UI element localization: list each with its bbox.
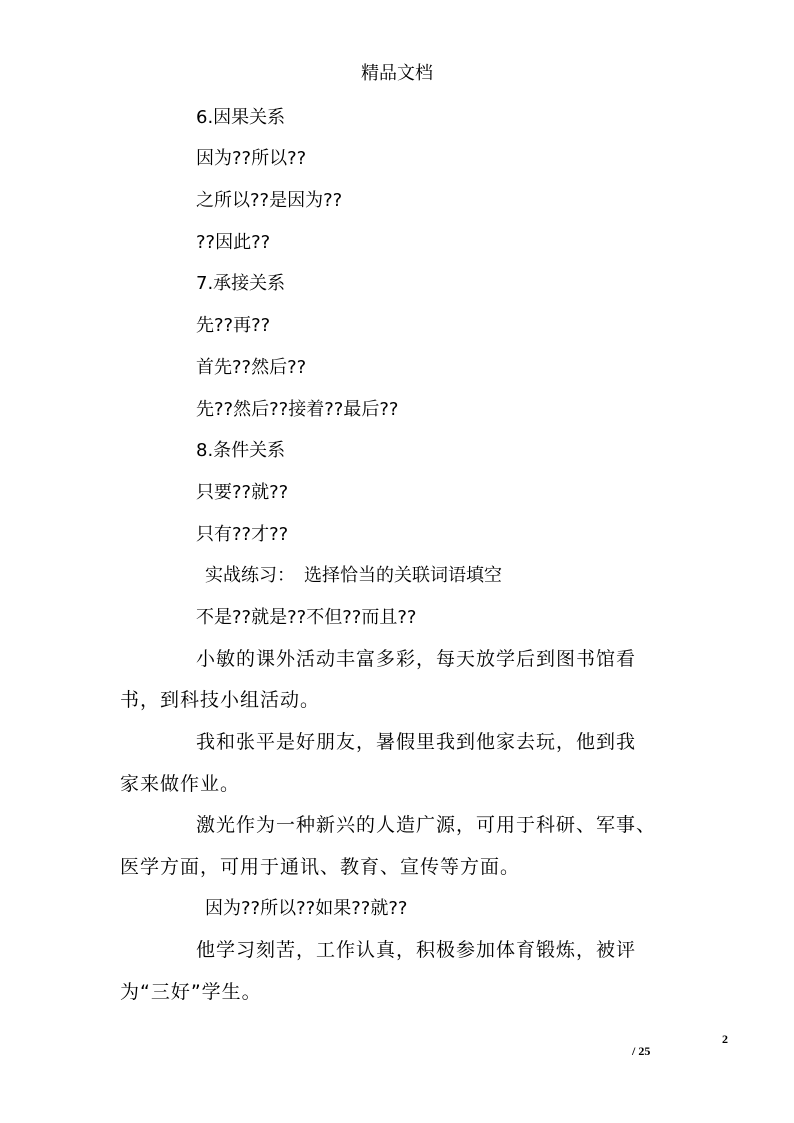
list-item: ??因此?? bbox=[196, 232, 271, 253]
exercise-sentence-1: 小敏的课外活动丰富多彩，每天放学后到图书馆看 bbox=[196, 648, 637, 670]
exercise-sentence-4-cont: 为“三好”学生。 bbox=[120, 981, 262, 1003]
section-heading-sequential: 7.承接关系 bbox=[196, 273, 286, 294]
section-heading-causal: 6.因果关系 bbox=[196, 107, 286, 128]
word-options: 不是??就是??不但??而且?? bbox=[196, 607, 417, 628]
word-options: 因为??所以??如果??就?? bbox=[205, 898, 408, 919]
exercise-sentence-4: 他学习刻苦，工作认真，积极参加体育锻炼，被评 bbox=[196, 939, 637, 961]
exercise-sentence-3: 激光作为一种新兴的人造广源，可用于科研、军事、 bbox=[196, 814, 657, 836]
section-heading-conditional: 8.条件关系 bbox=[196, 440, 286, 461]
list-item: 先??然后??接着??最后?? bbox=[196, 399, 399, 420]
list-item: 因为??所以?? bbox=[196, 148, 307, 169]
list-item: 之所以??是因为?? bbox=[196, 190, 343, 211]
list-item: 只要??就?? bbox=[196, 482, 289, 503]
exercise-heading: 实战练习： 选择恰当的关联词语填空 bbox=[205, 565, 502, 586]
page-header-title: 精品文档 bbox=[361, 63, 433, 84]
list-item: 先??再?? bbox=[196, 315, 271, 336]
exercise-sentence-2-cont: 家来做作业。 bbox=[120, 773, 241, 795]
page-total: / 25 bbox=[632, 1044, 651, 1058]
exercise-sentence-2: 我和张平是好朋友，暑假里我到他家去玩，他到我 bbox=[196, 731, 637, 753]
list-item: 首先??然后?? bbox=[196, 357, 307, 378]
exercise-sentence-1-cont: 书，到科技小组活动。 bbox=[120, 689, 321, 711]
exercise-sentence-3-cont: 医学方面，可用于通讯、教育、宣传等方面。 bbox=[120, 856, 521, 878]
page-number: 2 bbox=[722, 1032, 728, 1046]
list-item: 只有??才?? bbox=[196, 524, 289, 545]
